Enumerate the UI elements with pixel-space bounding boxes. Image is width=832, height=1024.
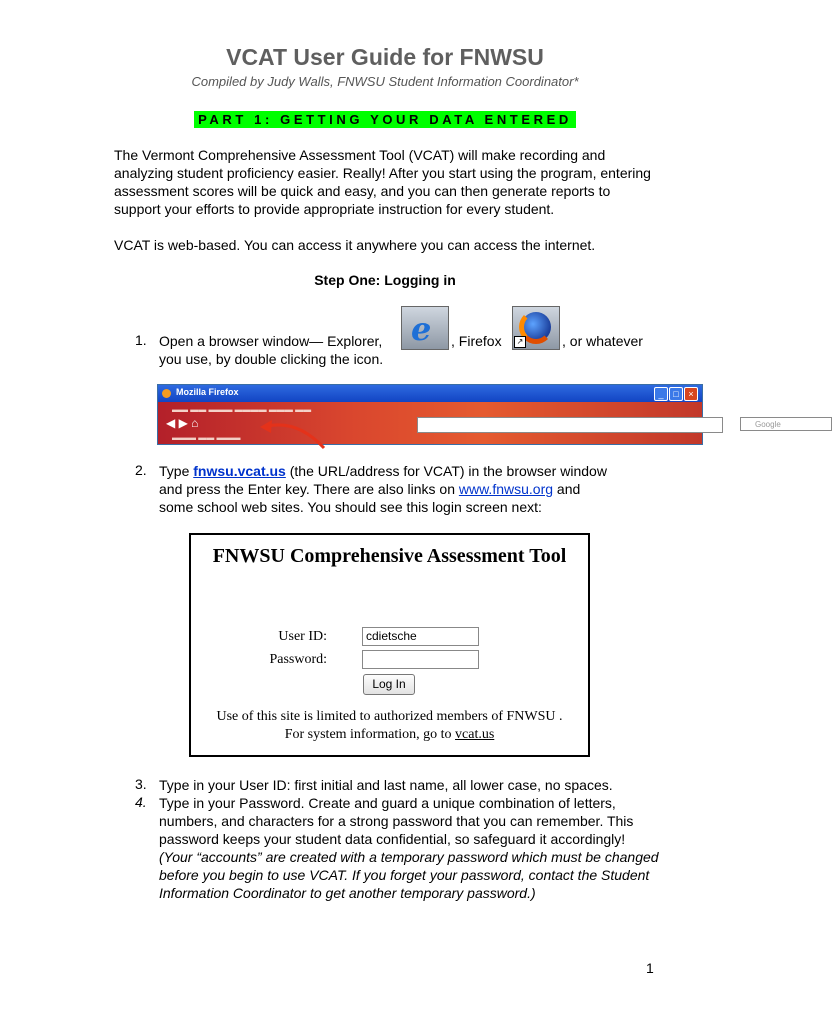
list-item-3-text: Type in your User ID: first initial and last name, all lower case, no spaces. [159,777,613,793]
list-number-3: 3. [135,776,147,792]
list-item-2-line2 [159,480,580,498]
list-item-2-line2-post: and [553,481,581,497]
list-item-2-pre: Type [159,463,194,479]
list-number-4: 4. [135,794,147,810]
list-item-1-after-text: , or whatever [562,333,643,349]
log-in-button[interactable]: Log In [363,674,415,695]
browser-menubar: ▬▬ ▬▬ ▬▬▬ ▬▬▬▬ ▬▬▬ ▬▬ [172,405,312,414]
shortcut-arrow-icon: ↗ [514,336,526,348]
red-arrow-icon [258,418,328,450]
vcat-us-link[interactable]: vcat.us [455,727,495,742]
list-item-4-text [159,794,659,902]
list-item-2-mid: (the URL/address for VCAT) in the browser window [285,463,607,479]
firefox-small-icon [162,389,171,398]
list-item-2-line1 [159,462,607,480]
fnwsu-org-link[interactable]: www.fnwsu.org [458,481,554,497]
login-info-pre: For system information, go to [284,727,456,742]
close-icon[interactable]: × [684,387,698,401]
list-item-1-text-line2: you use, by double clicking the icon. [159,351,384,367]
password-field[interactable] [362,650,479,669]
user-id-field[interactable]: cdietsche [362,627,479,646]
firefox-icon[interactable] [512,306,560,350]
browser-window-title: Mozilla Firefox [176,387,239,397]
maximize-icon[interactable]: □ [669,387,683,401]
list-item-4-italic: (Your “accounts” are created with a temporary password which must be changed before you begin to use VCAT. If you forget your password, contact the Student Information Coordinator to get another temporary password.) [159,849,659,901]
login-note: Use of this site is limited to authorized members of FNWSU . [216,709,563,724]
login-info-note [191,727,588,743]
list-item-1-firefox-text: , Firefox [451,333,502,349]
list-item-2-line3: some school web sites. You should see this login screen next: [159,499,542,515]
list-item-1-text: Open a browser window— Explorer, [159,333,383,349]
page-number: 1 [646,960,654,976]
step-heading: Step One: Logging in [314,272,456,288]
go-arrow-icon[interactable]: → [705,418,715,429]
minimize-icon[interactable]: _ [654,387,668,401]
intro-paragraph: The Vermont Comprehensive Assessment Tool (VCAT) will make recording and analyzing student proficiency easier. Really! After you start using the program, entering assessment scores will be quick and easy, and you can then generate reports to support your efforts to provide appropriate instruction for every student. [114,147,651,217]
list-item-4-body: Type in your Password. Create and guard a unique combination of letters, numbers, and characters for a strong password that you can remember. This password keeps your student data confidential, so safeguard it accordingly! [159,795,634,847]
login-heading: FNWSU Comprehensive Assessment Tool [212,545,567,567]
browser-titlebar [158,385,702,402]
document-subtitle: Compiled by Judy Walls, FNWSU Student Information Coordinator* [191,74,579,89]
internet-explorer-icon[interactable] [401,306,449,350]
user-id-label: User ID: [278,629,327,644]
list-item-2-line2-pre: and press the Enter key. There are also links on [159,481,459,497]
password-label: Password: [269,652,327,667]
list-number-2: 2. [135,462,147,478]
part-heading-wrap [0,111,770,129]
address-bar[interactable] [417,417,723,433]
back-icon[interactable]: ◀ ▶ ⌂ [166,416,199,430]
bookmarks-bar: ▬▬▬ ▬▬ ▬▬▬ [172,433,241,442]
search-box[interactable]: Google [740,417,832,431]
login-screen [189,533,590,757]
document-title: VCAT User Guide for FNWSU [226,44,544,70]
ie-e-glyph: e [411,310,432,348]
list-number-1: 1. [135,332,147,348]
browser-screenshot [157,384,781,445]
web-based-paragraph: VCAT is web-based. You can access it anywhere you can access the internet. [114,237,596,253]
vcat-url-link[interactable]: fnwsu.vcat.us [193,463,286,479]
part-heading: PART 1: GETTING YOUR DATA ENTERED [194,111,576,128]
